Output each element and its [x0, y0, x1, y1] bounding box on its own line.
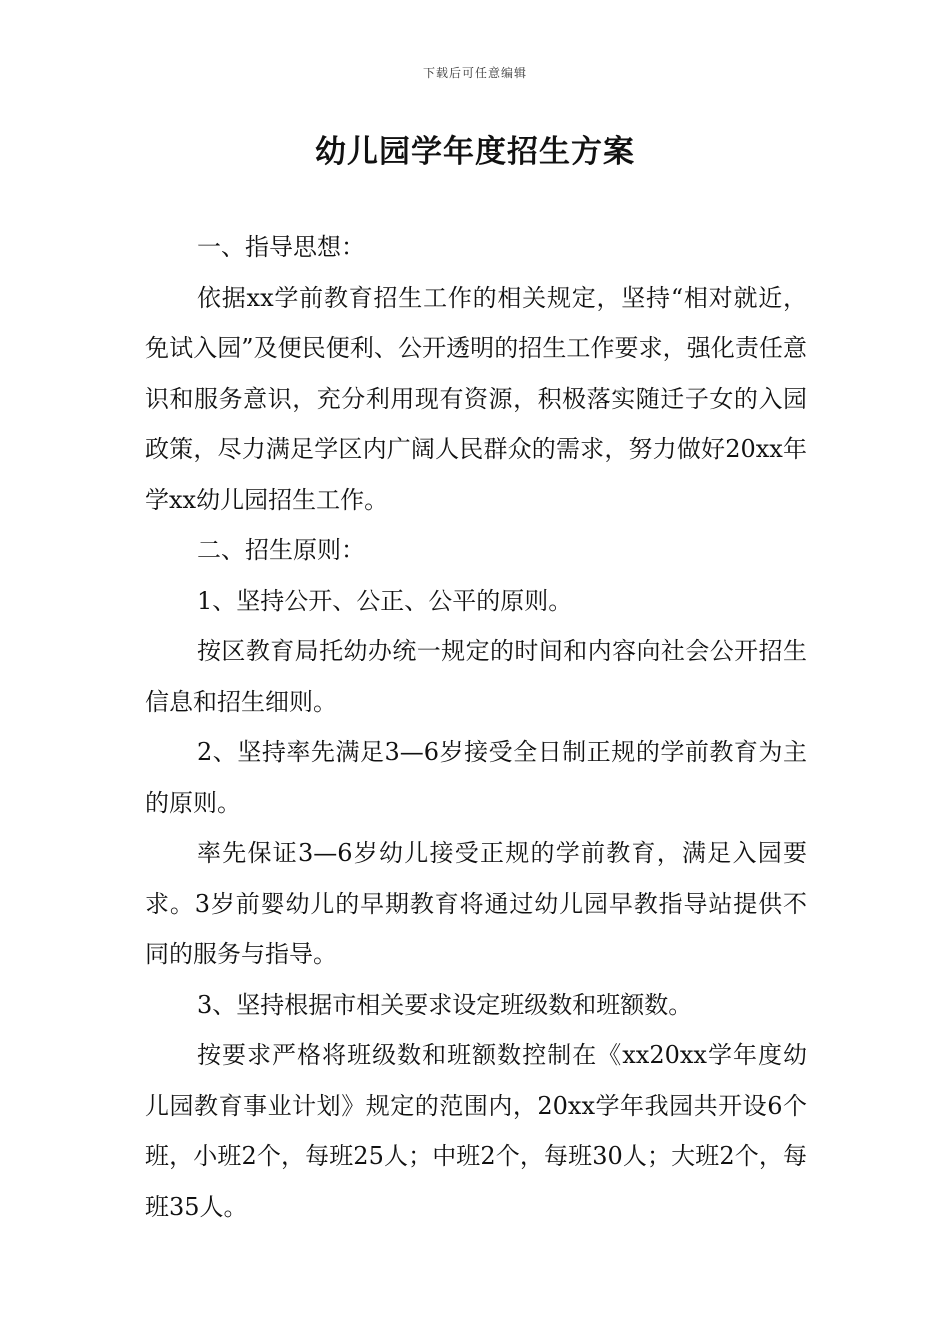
principle-item: 2、坚持率先满足3—6岁接受全日制正规的学前教育为主的原则。 — [145, 738, 807, 817]
paragraph: 按要求严格将班级数和班额数控制在《xx20xx学年度幼儿园教育事业计划》规定的范围内，20xx学年我园共开设6个班，小班2个，每班25人；中班2个，每班30人；大班2个，每班35人。 — [145, 1041, 807, 1221]
paragraph: 率先保证3—6岁幼儿接受正规的学前教育，满足入园要求。3岁前婴幼儿的早期教育将通过幼儿园早教指导站提供不同的服务与指导。 — [145, 839, 807, 968]
header-note: 下载后可任意编辑 — [422, 66, 527, 80]
paragraph: 按区教育局托幼办统一规定的时间和内容向社会公开招生信息和招生细则。 — [145, 637, 807, 716]
principle-item: 3、坚持根据市相关要求设定班级数和班额数。 — [197, 990, 693, 1019]
document-body — [145, 222, 807, 1232]
section-heading-guiding-ideology: 一、指导思想： — [197, 233, 365, 261]
document-title: 幼儿园学年度招生方案 — [315, 134, 635, 170]
section-heading-admission-principles: 二、招生原则： — [197, 536, 365, 564]
principle-item: 1、坚持公开、公正、公平的原则。 — [197, 586, 573, 615]
paragraph: 依据xx学前教育招生工作的相关规定，坚持“相对就近，免试入园”及便民便利、公开透明的招生工作要求，强化责任意识和服务意识，充分利用现有资源，积极落实随迁子女的入园政策，尽力满足学区内广阔人民群众的需求，努力做好20xx年学xx幼儿园招生工作。 — [145, 283, 807, 514]
